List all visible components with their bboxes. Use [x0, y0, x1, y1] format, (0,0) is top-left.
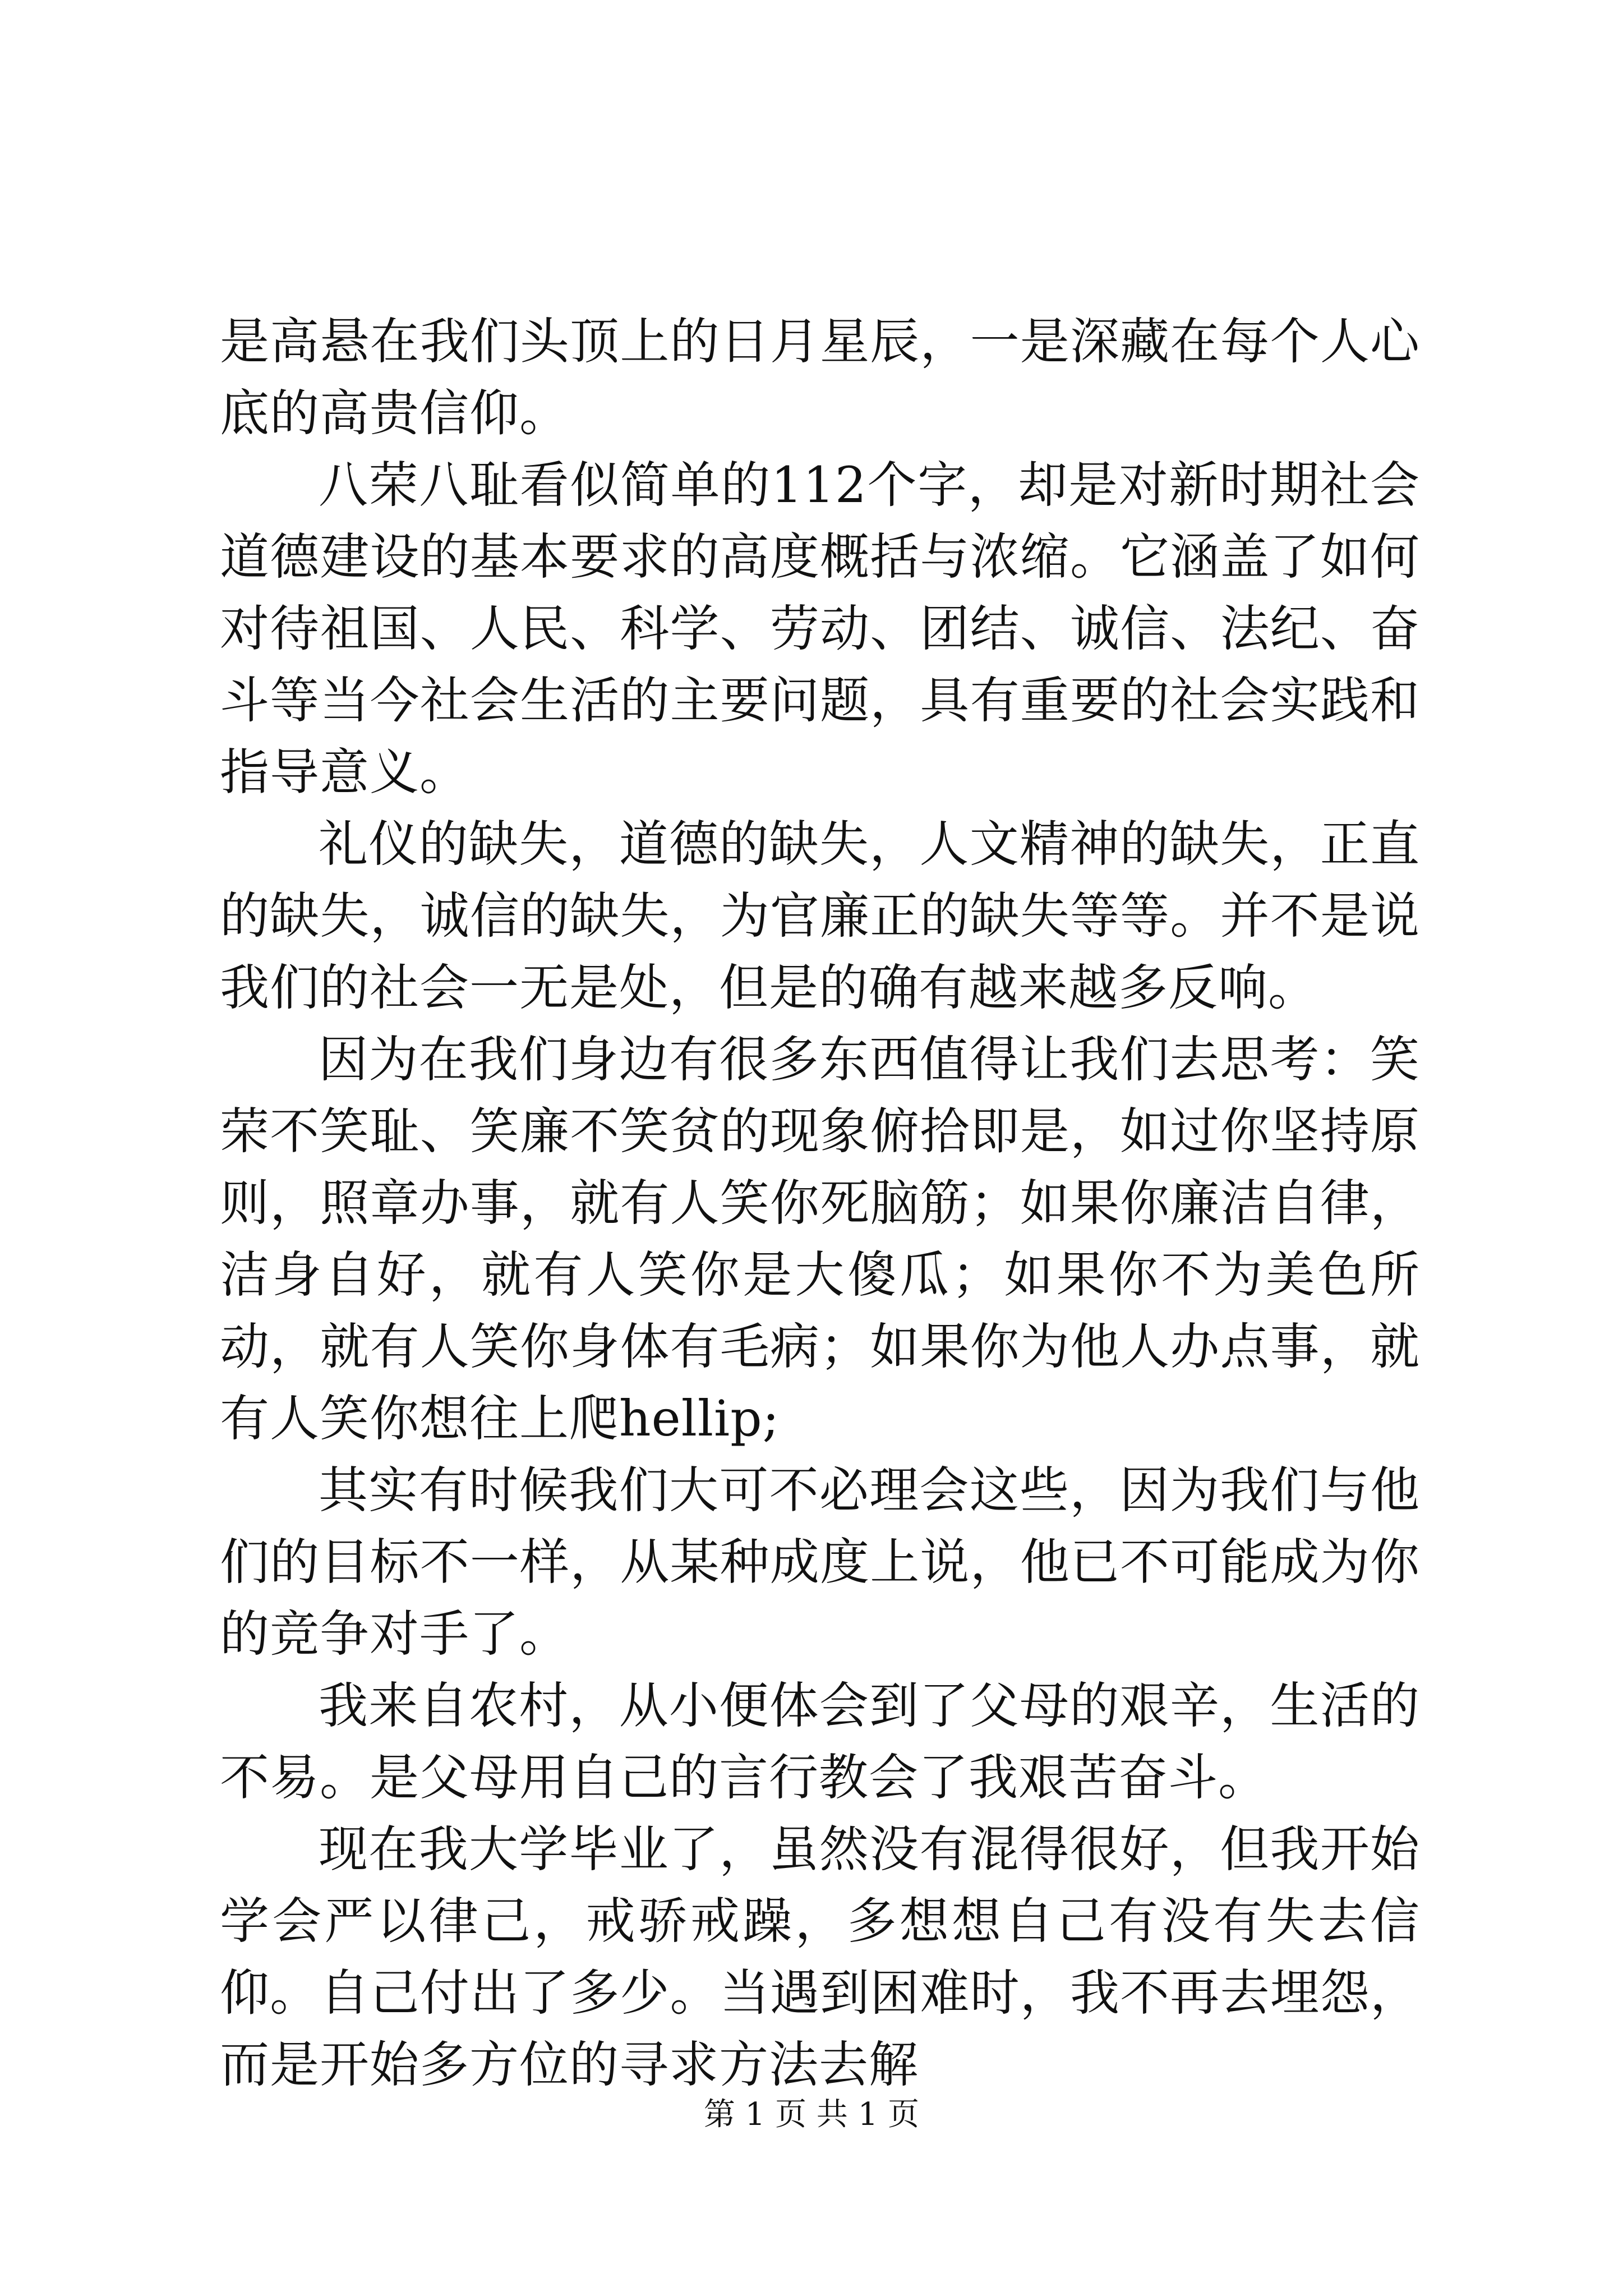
paragraph: 八荣八耻看似简单的112个字，却是对新时期社会道德建设的基本要求的高度概括与浓缩。它涵盖了如何对待祖国、人民、科学、劳动、团结、诚信、法纪、奋斗等当今社会生活的主要问题，具有重要的社会实践和指导意义。: [220, 456, 1420, 801]
paragraph: 我来自农村，从小便体会到了父母的艰辛，生活的不易。是父母用自己的言行教会了我艰苦奋斗。: [220, 1677, 1420, 1806]
paragraph: 因为在我们身边有很多东西值得让我们去思考：笑荣不笑耻、笑廉不笑贫的现象俯拾即是，如过你坚持原则，照章办事，就有人笑你死脑筋；如果你廉洁自律，洁身自好，就有人笑你是大傻瓜；如果你不为美色所动，就有人笑你身体有毛病；如果你为他人办点事，就有人笑你想往上爬hellip;: [220, 1030, 1420, 1447]
paragraph-continuation: 是高悬在我们头顶上的日月星辰，一是深藏在每个人心底的高贵信仰。: [220, 312, 1420, 442]
paragraph: 礼仪的缺失，道德的缺失，人文精神的缺失，正直的缺失，诚信的缺失，为官廉正的缺失等等。并不是说我们的社会一无是处，但是的确有越来越多反响。: [220, 815, 1420, 1016]
document-body: [220, 306, 1420, 2101]
page-number-footer: 第 1 页 共 1 页: [703, 2096, 920, 2133]
paragraph: 现在我大学毕业了，虽然没有混得很好，但我开始学会严以律己，戒骄戒躁，多想想自己有没有失去信仰。自己付出了多少。当遇到困难时，我不再去埋怨，而是开始多方位的寻求方法去解: [220, 1820, 1420, 2093]
paragraph: 其实有时候我们大可不必理会这些，因为我们与他们的目标不一样，从某种成度上说，他已不可能成为你的竞争对手了。: [220, 1461, 1420, 1663]
